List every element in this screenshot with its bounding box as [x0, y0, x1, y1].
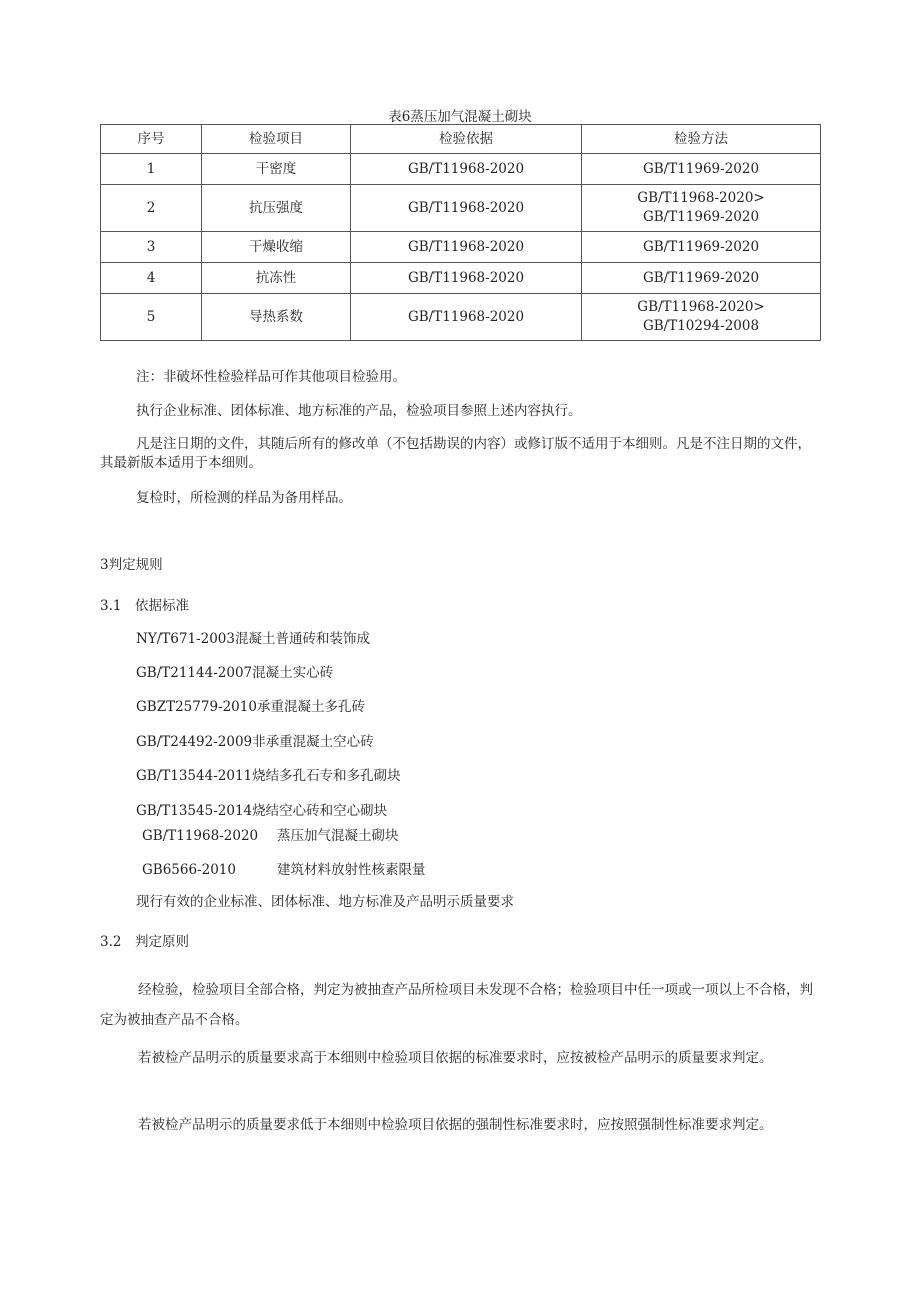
- judge-paragraph: [100, 975, 820, 1035]
- standard-item: GB/T24492-2009非承重混凝土空心砖: [136, 734, 374, 750]
- table-row: [101, 263, 821, 294]
- standard-item: GBZT25779-2010承重混凝土多孔砖: [136, 699, 365, 715]
- method-line: GB/T11969-2020: [642, 160, 760, 177]
- cell-item: 干燥收缩: [202, 232, 351, 263]
- standard-item: GB/T21144-2007混凝土实心砖: [136, 665, 334, 681]
- cell-no: 1: [101, 154, 202, 185]
- header-basis: 检验依据: [351, 125, 582, 154]
- cell-item: 抗冻性: [202, 263, 351, 294]
- subsection-heading: 3.2 判定原则: [100, 934, 189, 950]
- standard-item: GB/T13545-2014烧结空心砖和空心砌块: [136, 803, 388, 819]
- cell-no: 5: [101, 294, 202, 341]
- table-caption: 表6蒸压加气混凝土砌块: [388, 109, 532, 125]
- table-row: [101, 185, 821, 232]
- table-header-row: [101, 125, 821, 154]
- method-line: GB/T11969-2020: [642, 238, 760, 255]
- standard-item: NY/T671-2003混凝土普通砖和装饰成: [136, 631, 370, 647]
- cell-item: 干密度: [202, 154, 351, 185]
- cell-basis: GB/T11968-2020: [351, 154, 582, 185]
- cell-method: [582, 263, 821, 294]
- standard-code: GB6566-2010: [142, 862, 236, 878]
- paragraph: 复检时，所检测的样品为备用样品。: [136, 490, 352, 506]
- table-row: [101, 294, 821, 341]
- cell-no: 4: [101, 263, 202, 294]
- standard-item: [142, 861, 426, 880]
- standard-name: 建筑材料放射性核素限量: [277, 862, 426, 878]
- cell-method: [582, 294, 821, 341]
- standard-item: [142, 827, 399, 846]
- cell-method: [582, 232, 821, 263]
- judge-text: 经检验，检验项目全部合格，判定为被抽查产品所检项目未发现不合格；检验项目中任一项或一项以上不合格，判定为被抽查产品不合格。: [100, 982, 813, 1028]
- header-no: 序号: [101, 125, 202, 154]
- method-line: GB/T11968-2020>: [637, 299, 765, 315]
- table-row: [101, 154, 821, 185]
- standard-name: 蒸压加气混凝土砌块: [277, 828, 399, 844]
- judge-text: 若被检产品明示的质量要求低于本细则中检验项目依据的强制性标准要求时，应按照强制性标准要求判定。: [138, 1117, 773, 1133]
- table-note: 注：非破坏性检验样品可作其他项目检验用。: [136, 369, 406, 385]
- inspection-table: [100, 124, 821, 341]
- cell-basis: GB/T11968-2020: [351, 294, 582, 341]
- cell-basis: GB/T11968-2020: [351, 185, 582, 232]
- header-item: 检验项目: [202, 125, 351, 154]
- method-line: GB/T11969-2020: [642, 209, 760, 225]
- cell-basis: GB/T11968-2020: [351, 232, 582, 263]
- cell-item: 抗压强度: [202, 185, 351, 232]
- header-method: 检验方法: [582, 125, 821, 154]
- subsection-heading: 3.1 依据标准: [100, 598, 189, 614]
- section-heading: 3判定规则: [100, 557, 163, 573]
- method-line: GB/T10294-2008: [642, 318, 760, 334]
- paragraph: 凡是注日期的文件，其随后所有的修改单（不包括勘误的内容）或修订版不适用于本细则。凡是不注日期的文件，其最新版本适用于本细则。: [100, 436, 811, 471]
- cell-no: 3: [101, 232, 202, 263]
- cell-no: 2: [101, 185, 202, 232]
- standard-item: GB/T13544-2011烧结多孔石专和多孔砌块: [136, 768, 401, 784]
- cell-method: [582, 185, 821, 232]
- method-line: GB/T11969-2020: [642, 269, 760, 286]
- judge-paragraph: [100, 1043, 820, 1073]
- paragraph: 执行企业标准、团体标准、地方标准的产品，检验项目参照上述内容执行。: [136, 403, 582, 419]
- table-row: [101, 232, 821, 263]
- standard-code: GB/T11968-2020: [142, 828, 259, 844]
- cell-basis: GB/T11968-2020: [351, 263, 582, 294]
- judge-text: 若被检产品明示的质量要求高于本细则中检验项目依据的标准要求时，应按被检产品明示的质量要求判定。: [138, 1050, 773, 1066]
- paragraph: 现行有效的企业标准、团体标准、地方标准及产品明示质量要求: [136, 894, 514, 910]
- cell-item: 导热系数: [202, 294, 351, 341]
- cell-method: [582, 154, 821, 185]
- judge-paragraph: [100, 1110, 820, 1140]
- method-line: GB/T11968-2020>: [637, 190, 765, 206]
